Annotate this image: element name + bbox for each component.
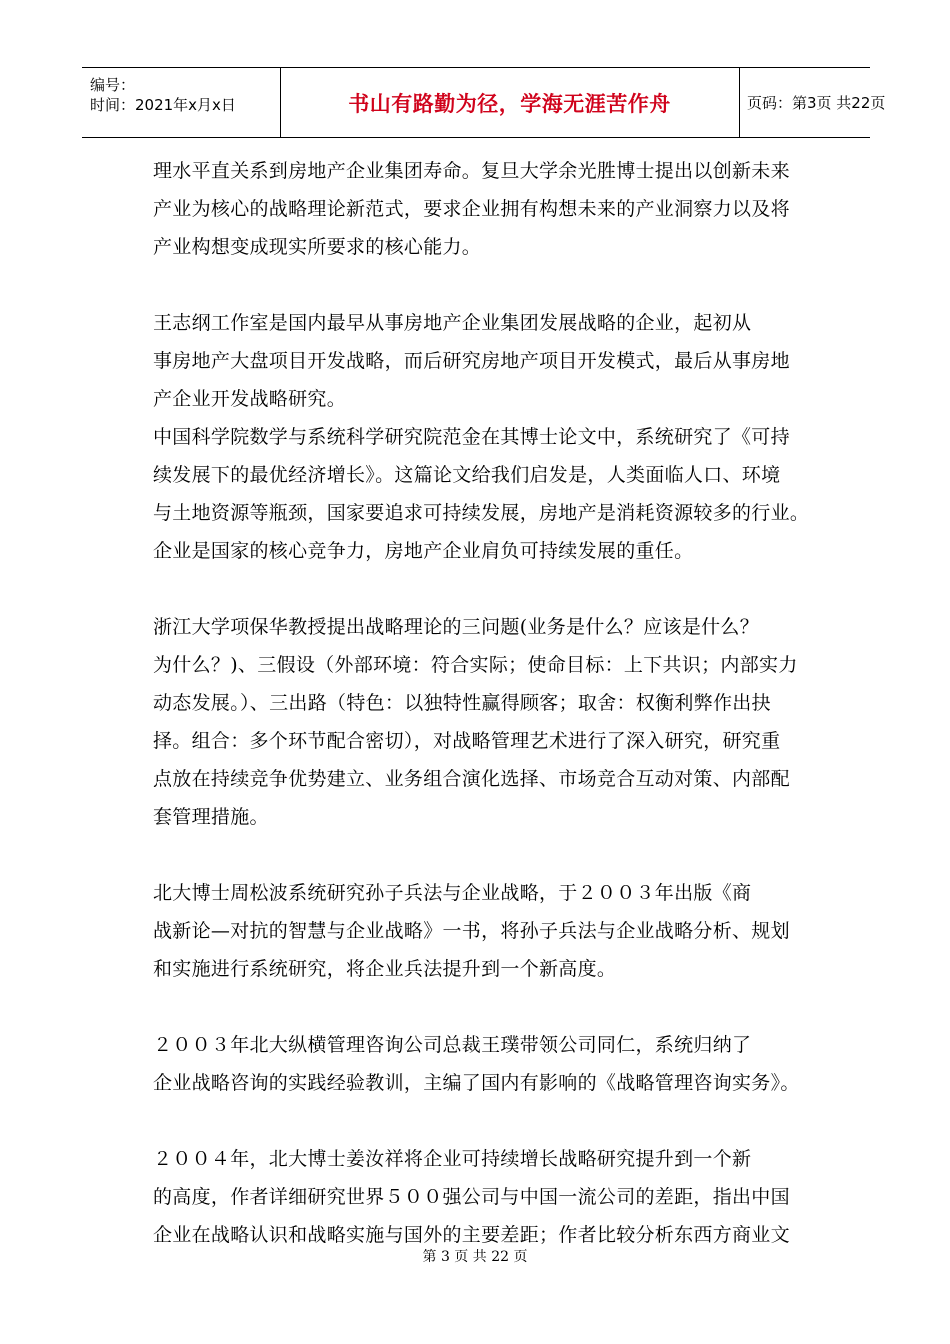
page-footer: 第 3 页 共 22 页 bbox=[422, 1249, 528, 1265]
body-text-line: 产业为核心的战略理论新范式，要求企业拥有构想未来的产业洞察力以及将 bbox=[153, 198, 790, 220]
body-text-line: 套管理措施。 bbox=[153, 806, 269, 828]
header-motto-cell bbox=[280, 68, 740, 137]
body-text-line: 战新论—对抗的智慧与企业战略》一书，将孙子兵法与企业战略分析、规划 bbox=[153, 920, 790, 942]
body-text-line: 产业构想变成现实所要求的核心能力。 bbox=[153, 236, 482, 258]
body-text-line: 点放在持续竞争优势建立、业务组合演化选择、市场竞合互动对策、内部配 bbox=[153, 768, 790, 790]
body-text-line: 择。组合：多个环节配合密切），对战略管理艺术进行了深入研究，研究重 bbox=[153, 730, 781, 752]
header-motto: 书山有路勤为径，学海无涯苦作舟 bbox=[348, 91, 671, 116]
header-meta-cell bbox=[82, 68, 281, 137]
body-text-line: ２００３年北大纵横管理咨询公司总裁王璞带领公司同仁，系统归纳了 bbox=[153, 1034, 752, 1056]
body-text-line: 企业是国家的核心竞争力，房地产企业肩负可持续发展的重任。 bbox=[153, 540, 694, 562]
document-time-label: 时间：2021年x月x日 bbox=[90, 96, 236, 114]
body-text-line: 的高度，作者详细研究世界５００强公司与中国一流公司的差距，指出中国 bbox=[153, 1186, 790, 1208]
body-text-line: 动态发展。）、三出路（特色：以独特性赢得顾客；取舍：权衡利弊作出抉 bbox=[153, 692, 771, 714]
document-body bbox=[153, 152, 813, 1254]
paragraph-spacer bbox=[153, 1102, 813, 1140]
body-text-line: 事房地产大盘项目开发战略，而后研究房地产项目开发模式，最后从事房地 bbox=[153, 350, 790, 372]
paragraph-spacer bbox=[153, 988, 813, 1026]
body-text-line: 王志纲工作室是国内最早从事房地产企业集团发展战略的企业，起初从 bbox=[153, 312, 752, 334]
document-number-label: 编号： bbox=[90, 76, 136, 94]
body-text-line: 企业在战略认识和战略实施与国外的主要差距；作者比较分析东西方商业文 bbox=[153, 1224, 790, 1246]
body-text-line: 理水平直关系到房地产企业集团寿命。复旦大学余光胜博士提出以创新未来 bbox=[153, 160, 790, 182]
body-text-line: 和实施进行系统研究，将企业兵法提升到一个新高度。 bbox=[153, 958, 617, 980]
paragraph-spacer bbox=[153, 570, 813, 608]
paragraph-spacer bbox=[153, 836, 813, 874]
header-page-info: 页码：第3页 共22页 bbox=[747, 94, 886, 112]
body-text-line: 与土地资源等瓶颈，国家要追求可持续发展，房地产是消耗资源较多的行业。 bbox=[153, 502, 810, 524]
body-text-line: 浙江大学项保华教授提出战略理论的三问题(业务是什么？应该是什么？ bbox=[153, 616, 760, 638]
body-text-line: 为什么？)、三假设（外部环境：符合实际；使命目标：上下共识；内部实力 bbox=[153, 654, 798, 676]
body-text-line: 产企业开发战略研究。 bbox=[153, 388, 347, 410]
page-header bbox=[82, 67, 886, 138]
body-text-line: 企业战略咨询的实践经验教训，主编了国内有影响的《战略管理咨询实务》。 bbox=[153, 1072, 800, 1094]
paragraph-spacer bbox=[153, 266, 813, 304]
body-text-line: 中国科学院数学与系统科学研究院范金在其博士论文中，系统研究了《可持 bbox=[153, 426, 790, 448]
body-text-line: ２００４年，北大博士姜汝祥将企业可持续增长战略研究提升到一个新 bbox=[153, 1148, 752, 1170]
body-text-line: 续发展下的最优经济增长》。这篇论文给我们启发是，人类面临人口、环境 bbox=[153, 464, 781, 486]
body-text-line: 北大博士周松波系统研究孙子兵法与企业战略，于２００３年出版《商 bbox=[153, 882, 752, 904]
header-page-cell bbox=[739, 68, 886, 137]
